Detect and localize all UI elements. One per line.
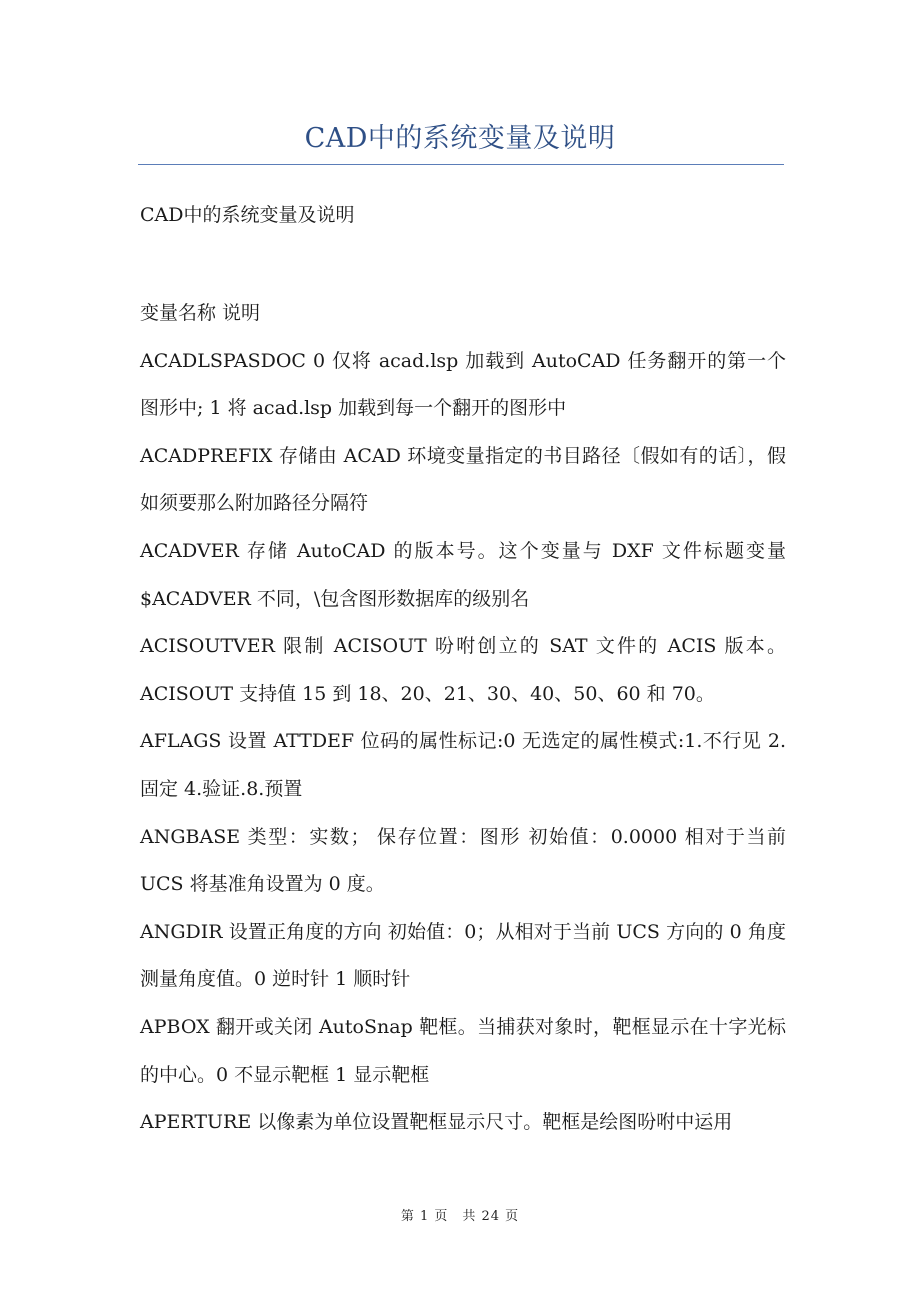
variable-entry-acisoutver: ACISOUTVER 限制 ACISOUT 吩咐创立的 SAT 文件的 ACIS 版本。ACISOUT 支持值 15 到 18、20、21、30、40、50、60 和 70。 xyxy=(140,635,786,705)
variable-entry-acadlspasdoc: ACADLSPASDOC 0 仅将 acad.lsp 加载到 AutoCAD 任务翻开的第一个图形中; 1 将 acad.lsp 加载到每一个翻开的图形中 xyxy=(140,349,786,420)
column-heading: 变量名称 说明 xyxy=(140,302,261,324)
header-divider xyxy=(138,164,784,165)
variable-entry-aperture: APERTURE 以像素为单位设置靶框显示尺寸。靶框是绘图吩咐中运用 xyxy=(140,1111,733,1134)
document-body xyxy=(140,290,786,1147)
page-number: 第 1 页 共 24 页 xyxy=(400,1209,520,1224)
variable-entry-angbase: ANGBASE 类型：实数； 保存位置：图形 初始值：0.0000 相对于当前 UCS 将基准角设置为 0 度。 xyxy=(140,825,786,896)
variable-entry-acadprefix: ACADPREFIX 存储由 ACAD 环境变量指定的书目路径〔假如有的话〕，假如须要那么附加路径分隔符 xyxy=(140,444,786,515)
document-title: CAD中的系统变量及说明 xyxy=(140,204,355,226)
variable-entry-acadver: ACADVER 存储 AutoCAD 的版本号。这个变量与 DXF 文件标题变量 $ACADVER 不同，\包含图形数据库的级别名 xyxy=(140,539,786,610)
variable-entry-aflags: AFLAGS 设置 ATTDEF 位码的属性标记:0 无选定的属性模式:1.不行见 2.固定 4.验证.8.预置 xyxy=(140,730,786,800)
variable-entry-apbox: APBOX 翻开或关闭 AutoSnap 靶框。当捕获对象时，靶框显示在十字光标的中心。0 不显示靶框 1 显示靶框 xyxy=(140,1015,786,1086)
variable-entry-angdir: ANGDIR 设置正角度的方向 初始值：0；从相对于当前 UCS 方向的 0 角度测量角度值。0 逆时针 1 顺时针 xyxy=(140,920,786,991)
page-header-title: CAD中的系统变量及说明 xyxy=(304,123,616,154)
